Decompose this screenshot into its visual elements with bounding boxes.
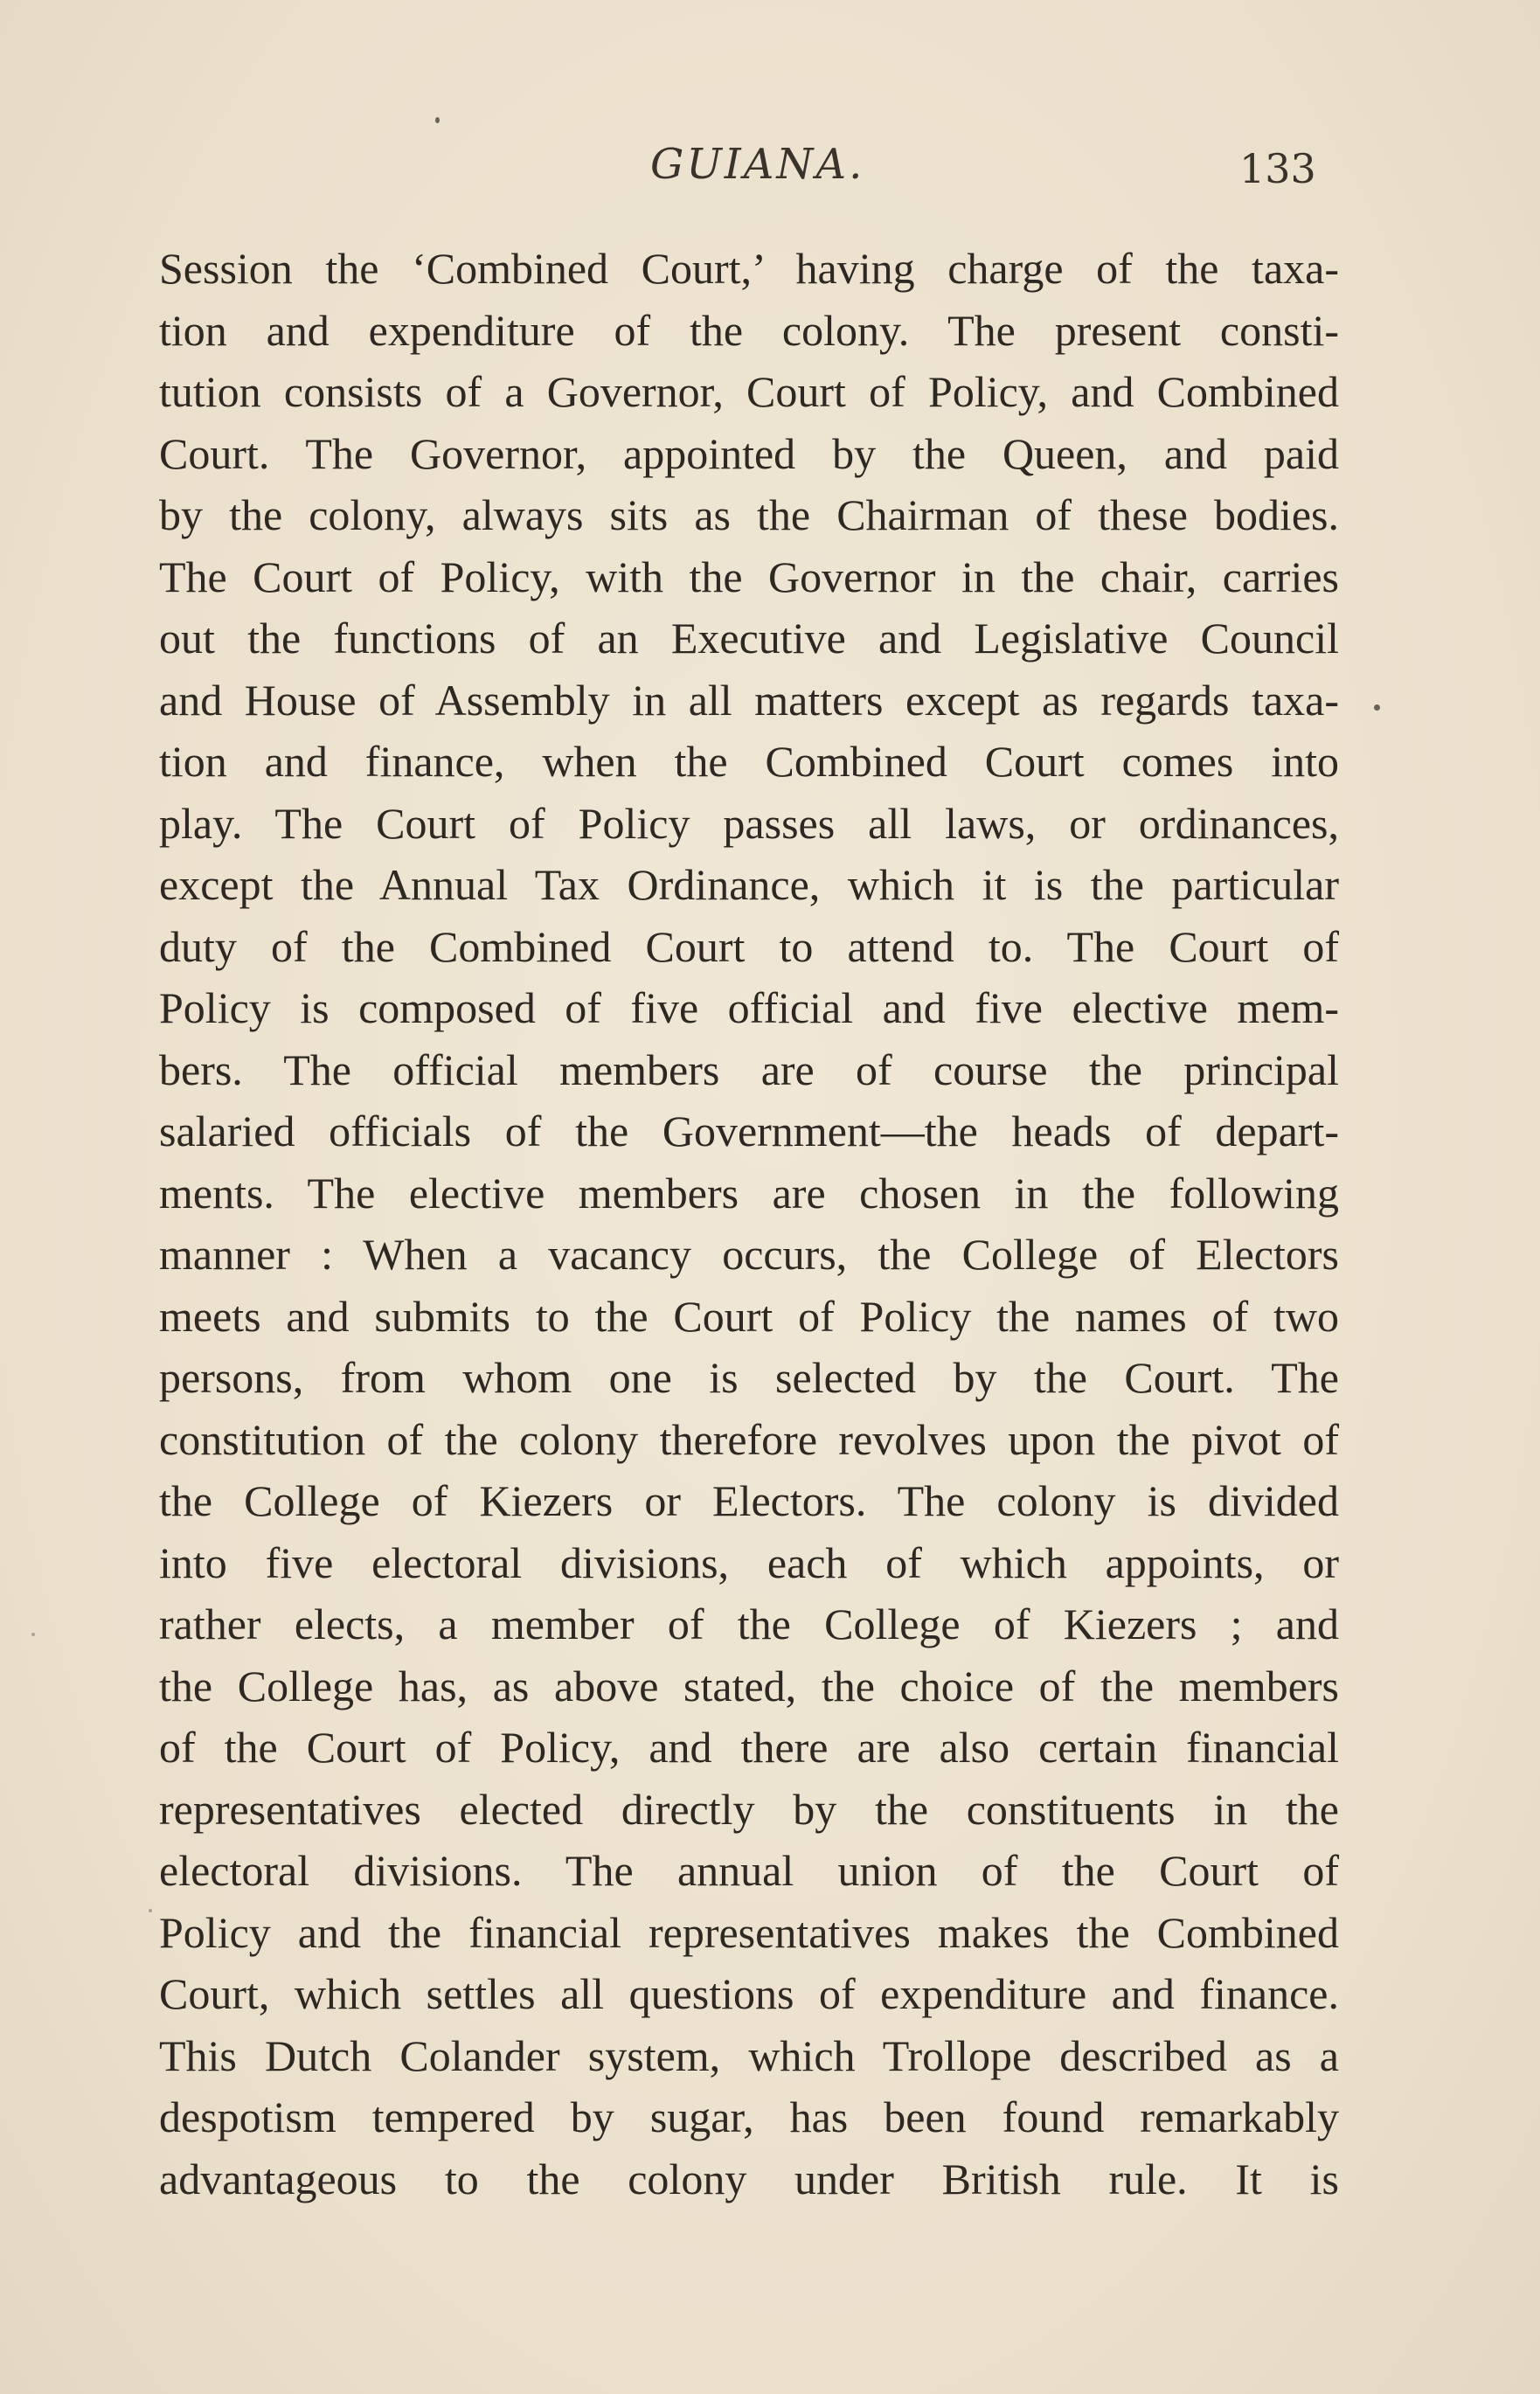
page-header <box>0 140 1540 210</box>
text-line: constitution of the colony therefore revolves upon the pivot of <box>159 1414 1339 1464</box>
text-line: except the Annual Tax Ordinance, which it is the particular <box>159 860 1339 909</box>
text-line: persons, from whom one is selected by the Court. The <box>159 1353 1339 1402</box>
text-line: the College of Kiezers or Electors. The colony is divided <box>159 1476 1339 1525</box>
text-line: by the colony, always sits as the Chairman of these bodies. <box>159 490 1339 539</box>
text-line: play. The Court of Policy passes all laws, or ordinances, <box>159 798 1339 848</box>
print-speck <box>149 1909 152 1912</box>
running-title: GUIANA. <box>650 140 865 189</box>
text-line: and House of Assembly in all matters except as regards taxa- <box>159 675 1339 725</box>
text-line: of the Court of Policy, and there are also certain financial <box>159 1723 1339 1772</box>
text-line: advantageous to the colony under British rule. It is <box>159 2154 1339 2203</box>
text-line: Policy is composed of five official and five elective mem- <box>159 983 1339 1032</box>
text-line: tution consists of a Governor, Court of Policy, and Combined <box>159 367 1339 416</box>
text-line: Session the ‘Combined Court,’ having charge of the taxa- <box>159 244 1339 293</box>
text-line: electoral divisions. The annual union of the Court of <box>159 1846 1339 1895</box>
text-line: Court. The Governor, appointed by the Queen, and paid <box>159 428 1339 478</box>
text-line: rather elects, a member of the College of Kiezers ; and <box>159 1599 1339 1648</box>
text-line: despotism tempered by sugar, has been found remarkably <box>159 2092 1339 2141</box>
text-line: out the functions of an Executive and Legislative Council <box>159 614 1339 663</box>
text-line: meets and submits to the Court of Policy the names of two <box>159 1291 1339 1341</box>
page-number: 133 <box>1239 145 1316 192</box>
body-text <box>159 238 1339 2210</box>
print-speck <box>1374 704 1380 711</box>
text-line: manner : When a vacancy occurs, the College of Electors <box>159 1230 1339 1279</box>
text-line: Policy and the financial representatives makes the Combined <box>159 1907 1339 1957</box>
text-line: duty of the Combined Court to attend to. The Court of <box>159 921 1339 971</box>
text-line: bers. The official members are of course the principal <box>159 1044 1339 1094</box>
text-line: tion and expenditure of the colony. The present consti- <box>159 305 1339 355</box>
text-line: the College has, as above stated, the choice of the members <box>159 1661 1339 1710</box>
text-line: This Dutch Colander system, which Trollope described as a <box>159 2030 1339 2080</box>
text-line: Court, which settles all questions of expenditure and finance. <box>159 1969 1339 2018</box>
text-line: representatives elected directly by the constituents in the <box>159 1784 1339 1834</box>
print-speck <box>31 1633 35 1636</box>
print-speck <box>435 117 440 123</box>
text-line: ments. The elective members are chosen in the following <box>159 1168 1339 1218</box>
text-line: salaried officials of the Government—the heads of depart- <box>159 1107 1339 1155</box>
text-line: The Court of Policy, with the Governor in the chair, carries <box>159 552 1339 601</box>
text-line: tion and finance, when the Combined Court comes into <box>159 737 1339 786</box>
text-line: into five electoral divisions, each of which appoints, or <box>159 1537 1339 1587</box>
